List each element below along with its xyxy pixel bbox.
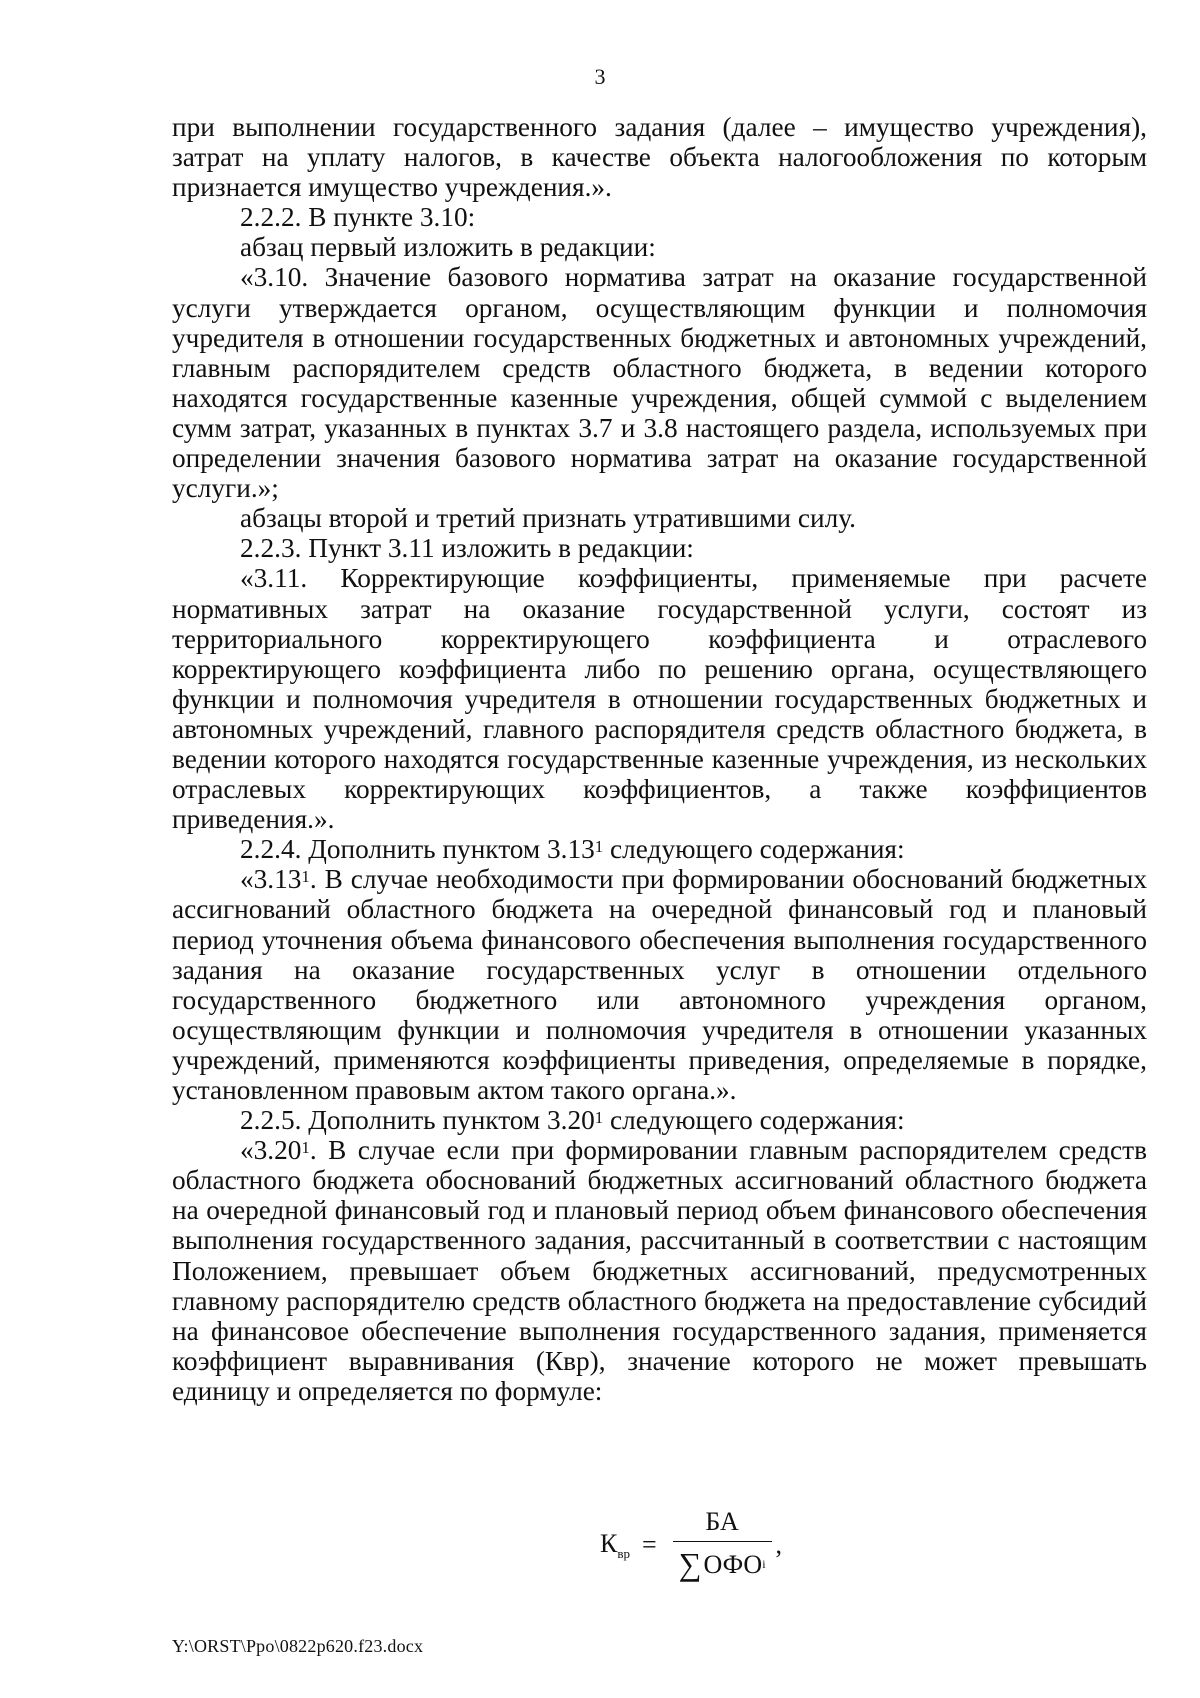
superscript: 1 xyxy=(301,867,310,887)
formula-trailing: , xyxy=(775,1530,783,1559)
paragraph: 2.2.4. Дополнить пунктом 3.13$^1$ следующего содержания: xyxy=(240,834,905,865)
formula-equals: = xyxy=(641,1530,657,1559)
superscript: 1 xyxy=(594,1108,604,1128)
superscript: 1 xyxy=(301,1138,310,1158)
paragraph: 2.2.2. В пункте 3.10: xyxy=(240,202,476,233)
paragraph: «3.11. Корректирующие коэффициенты, применяемые при расчете нормативных затрат на оказание государственной услуги, состоят из территориального корректирующего коэффициента и отраслевого корректирующего коэффициента либо по решению органа, осуществляющего функции и полномочия учредителя в отношении государственных бюджетных и автономных учреждений, главного распорядителя средств областного бюджета, в ведении которого находятся государственные казенные учреждения, из нескольких отраслевых корректирующих коэффициентов, а также коэффициентов приведения.». xyxy=(172,563,1147,835)
paragraph: абзац первый изложить в редакции: xyxy=(240,232,656,263)
paragraph: 2.2.5. Дополнить пунктом 3.20$^1$ следующего содержания: xyxy=(240,1105,905,1136)
superscript: 1 xyxy=(594,837,604,857)
formula-fraction xyxy=(673,1507,772,1584)
paragraph: «3.10. Значение базового норматива затрат на оказание государственной услуги утверждается органом, осуществляющим функции и полномочия учредителя в отношении государственных бюджетных и автономных учреждений, главным распорядителем средств областного бюджета, в ведении которого находятся государственные казенные учреждения, общей суммой с выделением сумм затрат, указанных в пунктах 3.7 и 3.8 настоящего раздела, используемых при определении значения базового норматива затрат на оказание государственной услуги.»; xyxy=(172,262,1147,504)
formula-denominator: ∑ ОФО i xyxy=(678,1546,766,1583)
paragraph: 2.2.3. Пункт 3.11 изложить в редакции: xyxy=(240,533,694,564)
formula-lhs: $К_{вр}$ xyxy=(600,1528,630,1561)
formula xyxy=(600,1505,782,1585)
footer-file-path: Y:\ORST\Ppo\0822p620.f23.docx xyxy=(172,1636,424,1656)
sigma-symbol: ∑ xyxy=(678,1546,702,1583)
formula-numerator: БА xyxy=(705,1506,739,1536)
page-number: 3 xyxy=(594,64,606,89)
paragraph: «3.20$^1$. В случае если при формировании главным распорядителем средств областного бюджета обоснований бюджетных ассигнований областного бюджета на очередной финансовый год и плановый период объем финансового обеспечения выполнения государственного задания, рассчитанный в соответствии с настоящим Положением, превышает объем бюджетных ассигнований, предусмотренных главному распорядителю средств областного бюджета на предоставление субсидий на финансовое обеспечение выполнения государственного задания, применяется коэффициент выравнивания (Квр), значение которого не может превышать единицу и определяется по формуле: xyxy=(172,1135,1147,1406)
paragraph: абзацы второй и третий признать утратившими силу. xyxy=(240,503,856,534)
paragraph: «3.13$^1$. В случае необходимости при формировании обоснований бюджетных ассигнований областного бюджета на очередной финансовый год и плановый период уточнения объема финансового обеспечения выполнения государственного задания на оказание государственных услуг в отношении отдельного государственного бюджетного или автономного учреждения органом, осуществляющим функции и полномочия учредителя в отношении указанных учреждений, применяются коэффициенты приведения, определяемые в порядке, установленном правовым актом такого органа.». xyxy=(172,864,1147,1105)
paragraph: при выполнении государственного задания (далее – имущество учреждения), затрат на уплату налогов, в качестве объекта налогообложения по которым признается имущество учреждения.». xyxy=(172,112,1147,203)
document-body xyxy=(172,112,1147,1406)
